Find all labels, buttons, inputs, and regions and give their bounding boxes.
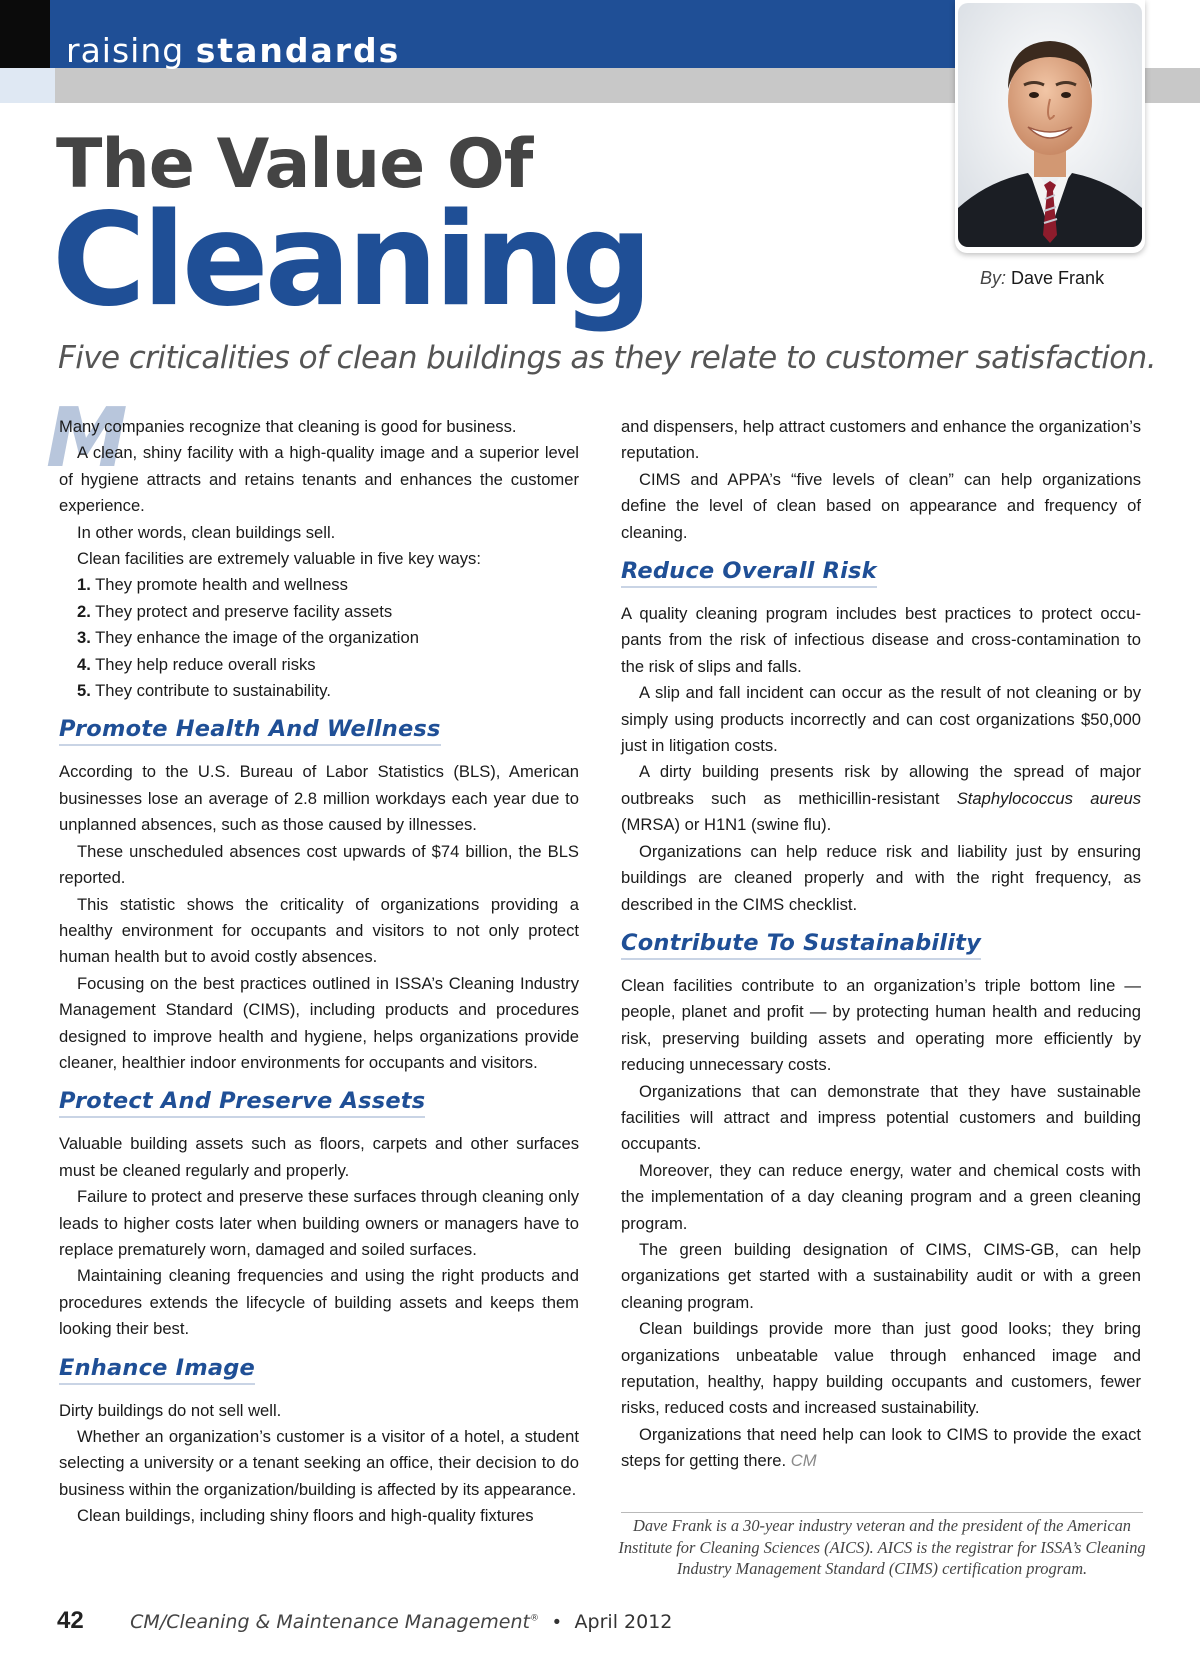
byline-author: Dave Frank: [1011, 268, 1105, 288]
author-photo-frame: [955, 0, 1145, 253]
list-item: [59, 678, 579, 704]
body-paragraph: Clean buildings, including shiny floors and high-quality fixtures: [77, 1506, 534, 1526]
heading-enhance-image: Enhance Image: [59, 1354, 255, 1385]
list-number: 5.: [77, 681, 91, 701]
header-corner-block: [0, 0, 50, 68]
body-paragraph: [621, 759, 1141, 838]
body-paragraph: According to the U.S. Bureau of Labor Statistics (BLS), American businesses lose an average of 2.8 million workdays each year due to unplanned absences, such as those caused by illnesses.: [59, 762, 579, 835]
registered-mark: ®: [529, 1613, 539, 1624]
list-text: They promote health and wellness: [95, 575, 348, 595]
body-paragraph: Moreover, they can reduce energy, water and chemical costs with the implementation of a day cleaning program and a green cleaning program.: [621, 1160, 1141, 1233]
body-paragraph: These unscheduled absences cost upwards of $74 billion, the BLS reported.: [59, 841, 579, 888]
list-number: 1.: [77, 575, 91, 595]
footer-separator: •: [553, 1612, 561, 1633]
intro-paragraph: Many companies recognize that cleaning is good for business.: [59, 417, 517, 436]
body-paragraph: and dispensers, help attract customers and enhance the organization’s reputation.: [621, 417, 1141, 463]
list-item: [59, 625, 579, 651]
body-paragraph: [621, 1422, 1141, 1475]
body-paragraph: The green building designation of CIMS, CIMS-GB, can help organizations get started with a sustainability audit or with a green cleaning program.: [621, 1239, 1141, 1312]
left-column: [59, 414, 579, 1530]
list-item: [59, 652, 579, 678]
byline: [980, 268, 1104, 289]
section-label-bold: standards: [195, 31, 401, 70]
list-number: 3.: [77, 628, 91, 648]
body-paragraph: Failure to protect and preserve these surfaces through cleaning only leads to higher costs later when building owners or managers have to replace prematurely worn, damaged and soiled surfaces.: [59, 1187, 579, 1259]
bio-divider: [621, 1512, 1143, 1513]
text-run: A dirty building presents risk by allowing the spread of major outbreaks such as methicillin-resistant: [621, 762, 1141, 808]
list-text: They enhance the image of the organization: [95, 628, 419, 648]
author-bio: Dave Frank is a 30-year industry veteran and the president of the American Institute for Cleaning Sciences (AICS). AICS is the registrar for ISSA’s Cleaning Industry Management Standard (CIMS) certification program.: [618, 1516, 1146, 1578]
body-paragraph: Dirty buildings do not sell well.: [59, 1400, 282, 1420]
section-label-light: raising: [66, 31, 185, 70]
body-paragraph: Whether an organization’s customer is a visitor of a hotel, a student selecting a university or a tenant seeking an office, their decision to do business within the organization/building is affected by its appearance.: [59, 1427, 579, 1499]
list-text: They contribute to sustainability.: [95, 681, 331, 701]
body-paragraph: Organizations that can demonstrate that they have sustainable facilities will attract and impress potential customers and building occupants.: [621, 1081, 1141, 1154]
list-item: [59, 572, 579, 598]
list-item: [59, 599, 579, 625]
heading-protect-assets: Protect And Preserve Assets: [59, 1087, 425, 1118]
list-number: 4.: [77, 654, 91, 674]
body-paragraph: Clean facilities contribute to an organization’s triple bottom line — people, planet and profit — by protecting human health and reducing risk, preserving building assets and operating more efficiently by reducing unnecessary costs.: [621, 975, 1141, 1075]
publication-name: [130, 1611, 539, 1633]
heading-sustainability: Contribute To Sustainability: [621, 929, 981, 960]
page-footer: [57, 1609, 672, 1633]
body-paragraph: Valuable building assets such as floors, carpets and other surfaces must be cleaned regularly and properly.: [59, 1134, 579, 1180]
text-run: (MRSA) or H1N1 (swine flu).: [621, 815, 832, 835]
list-number: 2.: [77, 601, 91, 621]
section-label: [66, 31, 401, 70]
author-photo: [958, 3, 1142, 247]
title-line-2: Cleaning: [52, 186, 649, 335]
heading-reduce-risk: Reduce Overall Risk: [621, 557, 877, 588]
intro-paragraph: A clean, shiny facility with a high-quality image and a superior level of hygiene attracts and retains tenants and enhances the customer experience.: [59, 443, 579, 516]
body-paragraph: This statistic shows the criticality of organizations providing a healthy environment for occupants and visitors to not only protect human health but to avoid costly absences.: [59, 894, 579, 967]
body-paragraph: Maintaining cleaning frequencies and using the right products and procedures extends the lifecycle of building assets and keeps them looking their best.: [59, 1266, 579, 1339]
title-line-1: The Value Of: [56, 125, 533, 204]
body-paragraph: A slip and fall incident can occur as the result of not cleaning or by simply using products incorrectly and can cost organizations $50,000 just in litigation costs.: [621, 683, 1141, 756]
heading-promote-health: Promote Health And Wellness: [59, 715, 441, 746]
issue-date: April 2012: [574, 1611, 673, 1633]
end-mark: CM: [790, 1451, 817, 1471]
body-paragraph: Focusing on the best practices outlined in ISSA’s Cleaning Industry Management Standard (CIMS), including products and procedures designed to improve health and hygiene, helps organizations provide cleaner, healthier indoor environments for occupants and visitors.: [59, 973, 579, 1072]
subtitle: Five criticalities of clean buildings as they relate to customer satisfaction.: [58, 340, 1156, 376]
text-run: Organizations that need help can look to CIMS to provide the exact steps for getting there.: [621, 1424, 1141, 1471]
body-paragraph: Clean buildings provide more than just good looks; they bring organizations unbeatable value through enhanced image and reputation, healthy, happy building occupants and customers, fewer risks, reduced costs and increased sustainability.: [621, 1319, 1141, 1418]
intro-paragraph: In other words, clean buildings sell.: [77, 522, 336, 542]
drop-cap: M: [46, 391, 128, 486]
body-paragraph: A quality cleaning program includes best practices to protect occupants from the risk of infectious disease and cross-contamination to the risk of slips and falls.: [621, 604, 1141, 676]
species-name: Staphylococcus aureus: [956, 788, 1141, 808]
header-light-corner: [0, 68, 55, 103]
body-paragraph: CIMS and APPA’s “five levels of clean” can help organizations define the level of clean based on appearance and frequency of cleaning.: [621, 469, 1141, 542]
publication-title: CM/Cleaning & Maintenance Management: [130, 1611, 530, 1633]
byline-prefix: By:: [980, 268, 1007, 288]
page-number: 42: [57, 1607, 84, 1634]
list-text: They help reduce overall risks: [95, 654, 316, 674]
right-column: [621, 414, 1141, 1475]
intro-paragraph: Clean facilities are extremely valuable in five key ways:: [77, 549, 481, 569]
body-paragraph: Organizations can help reduce risk and liability just by ensuring buildings are cleaned properly and with the right frequency, as described in the CIMS checklist.: [621, 841, 1141, 914]
key-ways-list: [59, 572, 579, 704]
list-text: They protect and preserve facility assets: [95, 601, 393, 621]
